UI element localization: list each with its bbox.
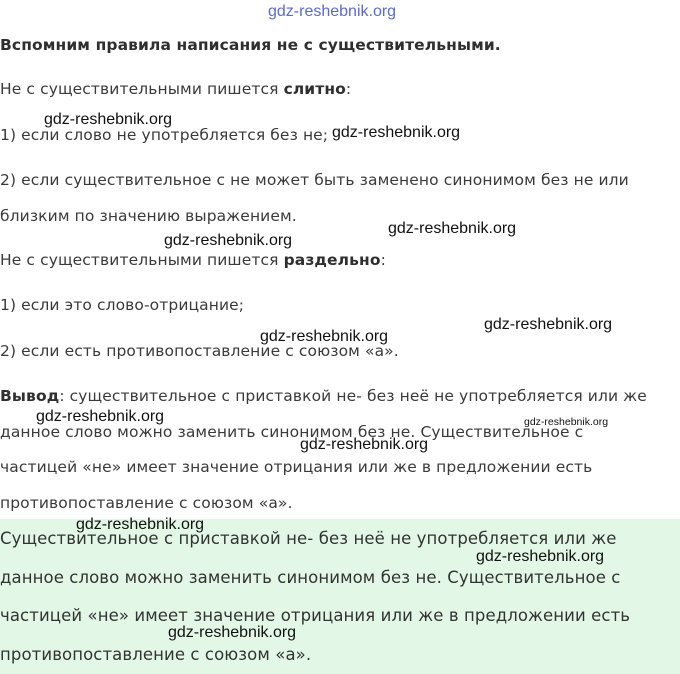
rule-together-suffix: : <box>345 80 352 98</box>
conclusion-line-1 <box>0 386 647 406</box>
watermark: gdz-reshebnik.org <box>332 124 461 141</box>
conclusion-line-3: частицей «не» имеет значение отрицания или же в предложении есть <box>0 458 593 476</box>
watermark-top: gdz-reshebnik.org <box>268 3 397 20</box>
rule-separate-suffix: : <box>380 251 386 269</box>
conclusion-line-1-text: : существительное с приставкой не- без неё не употребляется или же <box>59 387 647 405</box>
answer-line-3: частицей «не» имеет значение отрицания или же в предложении есть <box>0 606 631 625</box>
watermark: gdz-reshebnik.org <box>36 408 165 425</box>
answer-line-1: Существительное с приставкой не- без неё не употребляется или же <box>0 529 617 548</box>
rule-together-prefix: Не с существительными пишется <box>0 80 284 98</box>
page-heading: Вспомним правила написания не с существительными. <box>0 36 501 54</box>
rule-together-item-1: 1) если слово не употребляется без не; <box>0 126 329 144</box>
rule-separate-prefix: Не с существительными пишется <box>0 251 284 269</box>
rule-together-keyword: слитно <box>283 80 346 98</box>
rule-together-item-2a: 2) если существительное с не может быть заменено синонимом без не или <box>0 171 629 189</box>
rule-together <box>0 79 351 99</box>
answer-line-4: противопоставление с союзом «а». <box>0 645 312 664</box>
watermark: gdz-reshebnik.org <box>44 111 173 128</box>
answer-box <box>0 519 680 674</box>
watermark: gdz-reshebnik.org <box>168 624 297 641</box>
watermark-small: gdz-reshebnik.org <box>524 416 609 428</box>
watermark: gdz-reshebnik.org <box>76 516 205 533</box>
rule-separate <box>0 250 386 270</box>
rule-together-item-2b: близким по значению выражением. <box>0 207 297 225</box>
watermark: gdz-reshebnik.org <box>260 328 389 345</box>
watermark: gdz-reshebnik.org <box>476 548 605 565</box>
conclusion-keyword: Вывод <box>0 387 60 405</box>
rule-separate-keyword: раздельно <box>283 251 381 269</box>
rule-separate-item-2: 2) если есть противопоставление с союзом «а». <box>0 342 399 360</box>
conclusion-line-2: данное слово можно заменить синонимом без не. Существительное с <box>0 423 584 441</box>
answer-line-2: данное слово можно заменить синонимом без не. Существительное с <box>0 568 621 587</box>
rule-separate-item-1: 1) если это слово-отрицание; <box>0 296 245 314</box>
watermark: gdz-reshebnik.org <box>164 232 293 249</box>
watermark: gdz-reshebnik.org <box>388 220 517 237</box>
watermark: gdz-reshebnik.org <box>484 316 613 333</box>
watermark: gdz-reshebnik.org <box>300 436 429 453</box>
conclusion-line-4: противопоставление с союзом «а». <box>0 494 293 512</box>
